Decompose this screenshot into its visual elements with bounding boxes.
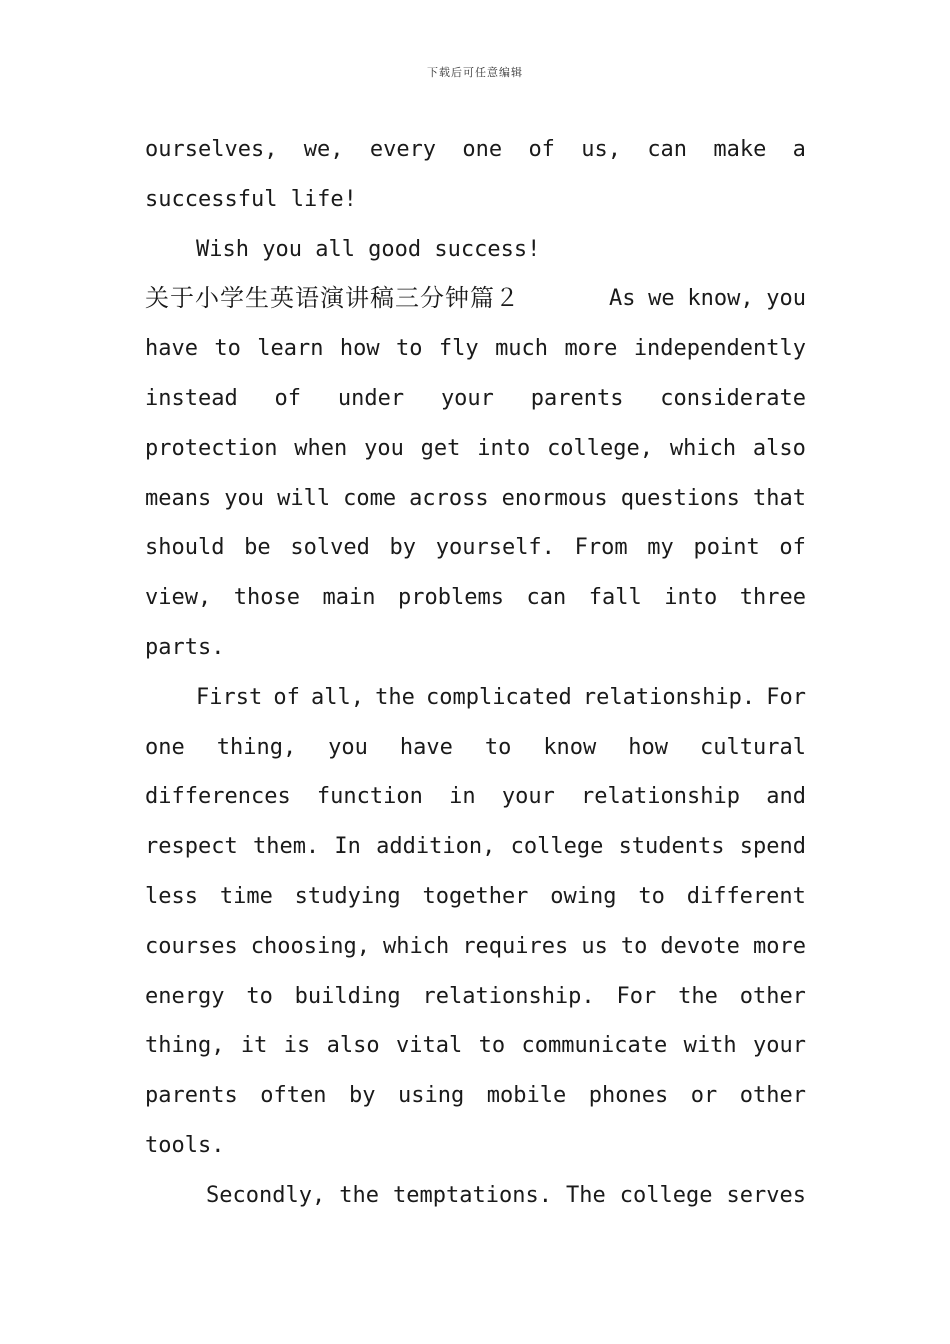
word: my xyxy=(647,535,674,561)
word: much xyxy=(495,336,549,362)
word: how xyxy=(628,734,669,760)
word: enormous xyxy=(501,485,608,511)
word: energy xyxy=(145,983,225,1009)
word: vital xyxy=(396,1033,463,1059)
word: which xyxy=(669,435,737,461)
text-line xyxy=(145,1021,806,1071)
text-line xyxy=(145,324,806,374)
word: respect xyxy=(145,834,238,860)
word: we xyxy=(648,286,675,312)
page-header-note: 下载后可任意编辑 xyxy=(427,66,523,79)
text-line: successful life! xyxy=(145,186,357,212)
word: to xyxy=(638,883,665,909)
word: of xyxy=(528,137,555,162)
word: students xyxy=(618,834,725,860)
word: by xyxy=(389,535,417,561)
word: For xyxy=(766,684,806,710)
word: to xyxy=(214,336,241,362)
word: know, xyxy=(687,286,754,312)
text-line xyxy=(145,922,806,972)
word: by xyxy=(348,1083,376,1109)
word: As xyxy=(609,286,636,312)
word: relationship xyxy=(581,784,740,810)
word: also xyxy=(326,1033,380,1059)
word: mobile xyxy=(486,1083,567,1109)
text-line xyxy=(145,673,806,723)
word: main xyxy=(322,585,376,611)
word: of xyxy=(273,684,300,710)
word: three xyxy=(739,585,806,611)
word: together xyxy=(422,883,529,909)
word: us, xyxy=(581,137,621,162)
word: of xyxy=(779,535,806,561)
word: a xyxy=(792,137,806,162)
text-line xyxy=(145,772,806,822)
word: learn xyxy=(257,336,324,362)
word: other xyxy=(739,1083,806,1109)
word: to xyxy=(484,734,512,760)
word: that xyxy=(752,485,806,511)
text-line xyxy=(145,723,806,773)
text-line xyxy=(145,474,806,524)
word: differences xyxy=(145,784,291,810)
text-line xyxy=(609,274,806,324)
word: make xyxy=(713,137,767,162)
word: those xyxy=(233,585,300,611)
word: different xyxy=(686,883,806,909)
section-heading: 关于小学生英语演讲稿三分钟篇２ xyxy=(145,284,520,313)
word: be xyxy=(244,535,271,561)
word: owing xyxy=(550,883,617,909)
word: your xyxy=(753,1033,806,1059)
word: when xyxy=(294,435,348,461)
word: often xyxy=(260,1083,327,1109)
word: every xyxy=(369,137,437,162)
word: them. xyxy=(252,834,320,860)
word: to xyxy=(478,1033,506,1059)
word: to xyxy=(246,983,273,1009)
word: communicate xyxy=(521,1033,668,1059)
word: relationship. xyxy=(422,983,595,1009)
word: college xyxy=(619,1182,713,1208)
text-line: tools. xyxy=(145,1132,225,1158)
word: across xyxy=(409,485,489,511)
word: temptations. xyxy=(393,1182,552,1208)
word: Secondly, xyxy=(206,1182,326,1208)
word: thing, xyxy=(145,1033,225,1059)
word: you xyxy=(328,734,368,760)
word: it xyxy=(240,1033,268,1059)
word: get xyxy=(420,435,461,461)
word: less xyxy=(145,883,198,909)
text-line: parts. xyxy=(145,634,225,660)
word: your xyxy=(501,784,555,810)
word: questions xyxy=(620,485,740,511)
word: fall xyxy=(588,585,642,611)
word: function xyxy=(316,784,423,810)
word: have xyxy=(399,734,453,760)
word: considerate xyxy=(660,385,806,411)
word: independently xyxy=(633,336,806,362)
word: can xyxy=(647,137,688,162)
word: First xyxy=(196,684,263,710)
word: cultural xyxy=(699,734,806,760)
word: with xyxy=(683,1033,737,1059)
word: solved xyxy=(290,535,370,561)
word: phones xyxy=(588,1083,669,1109)
word: of xyxy=(274,385,302,411)
text-line xyxy=(145,523,806,573)
word: know xyxy=(543,734,597,760)
word: into xyxy=(664,585,718,611)
word: one xyxy=(145,734,185,760)
word: you xyxy=(766,286,806,312)
word: means xyxy=(145,485,212,511)
word: also xyxy=(752,435,806,461)
word: how xyxy=(339,336,380,362)
text-line: Wish you all good success! xyxy=(196,236,541,262)
text-line xyxy=(145,972,806,1022)
text-line xyxy=(145,1171,806,1221)
text-line xyxy=(145,424,806,474)
word: problems xyxy=(398,585,504,611)
word: or xyxy=(690,1083,718,1109)
word: your xyxy=(440,385,494,411)
word: to xyxy=(396,336,423,362)
word: will xyxy=(277,485,331,511)
word: you xyxy=(224,485,265,511)
text-line xyxy=(145,1071,806,1121)
word: us xyxy=(581,933,608,959)
word: protection xyxy=(145,435,278,461)
word: courses xyxy=(145,933,238,959)
word: parents xyxy=(145,1083,238,1109)
word: choosing, xyxy=(250,933,370,959)
word: instead xyxy=(145,385,238,411)
word: all, xyxy=(311,684,364,710)
word: thing, xyxy=(216,734,297,760)
word: the xyxy=(375,684,415,710)
word: the xyxy=(339,1182,379,1208)
word: view, xyxy=(145,585,212,611)
word: more xyxy=(752,933,806,959)
text-line xyxy=(145,573,806,623)
word: spend xyxy=(739,834,806,860)
section-heading-line xyxy=(145,274,806,324)
word: The xyxy=(565,1182,606,1208)
word: For xyxy=(616,983,657,1009)
word: relationship. xyxy=(582,684,756,710)
word: devote xyxy=(660,933,740,959)
word: studying xyxy=(294,883,401,909)
word: and xyxy=(766,784,806,810)
document-body xyxy=(145,125,806,1221)
word: ourselves, xyxy=(145,137,278,162)
text-line xyxy=(145,125,806,175)
word: building xyxy=(294,983,401,1009)
word: other xyxy=(739,983,806,1009)
word: requires xyxy=(462,933,569,959)
word: can xyxy=(526,585,567,611)
word: addition, xyxy=(376,834,496,860)
word: fly xyxy=(438,336,479,362)
text-line xyxy=(145,374,806,424)
word: using xyxy=(398,1083,465,1109)
word: should xyxy=(145,535,225,561)
word: parents xyxy=(530,385,624,411)
word: yourself. xyxy=(435,535,555,561)
word: more xyxy=(564,336,618,362)
word: have xyxy=(145,336,198,362)
word: under xyxy=(337,385,405,411)
word: into xyxy=(477,435,531,461)
word: come xyxy=(343,485,397,511)
word: college, xyxy=(547,435,654,461)
word: time xyxy=(219,883,273,909)
word: is xyxy=(283,1033,311,1059)
word: to xyxy=(620,933,648,959)
word: in xyxy=(449,784,476,810)
word: we, xyxy=(303,137,344,162)
word: From xyxy=(574,535,628,561)
word: one xyxy=(462,137,503,162)
word: college xyxy=(510,834,604,860)
word: you xyxy=(364,435,404,461)
word: point xyxy=(693,535,760,561)
word: serves xyxy=(726,1182,806,1208)
word: In xyxy=(334,834,361,860)
text-line xyxy=(145,872,806,922)
word: the xyxy=(678,983,718,1009)
text-line xyxy=(145,822,806,872)
word: complicated xyxy=(426,684,572,710)
word: which xyxy=(383,933,450,959)
